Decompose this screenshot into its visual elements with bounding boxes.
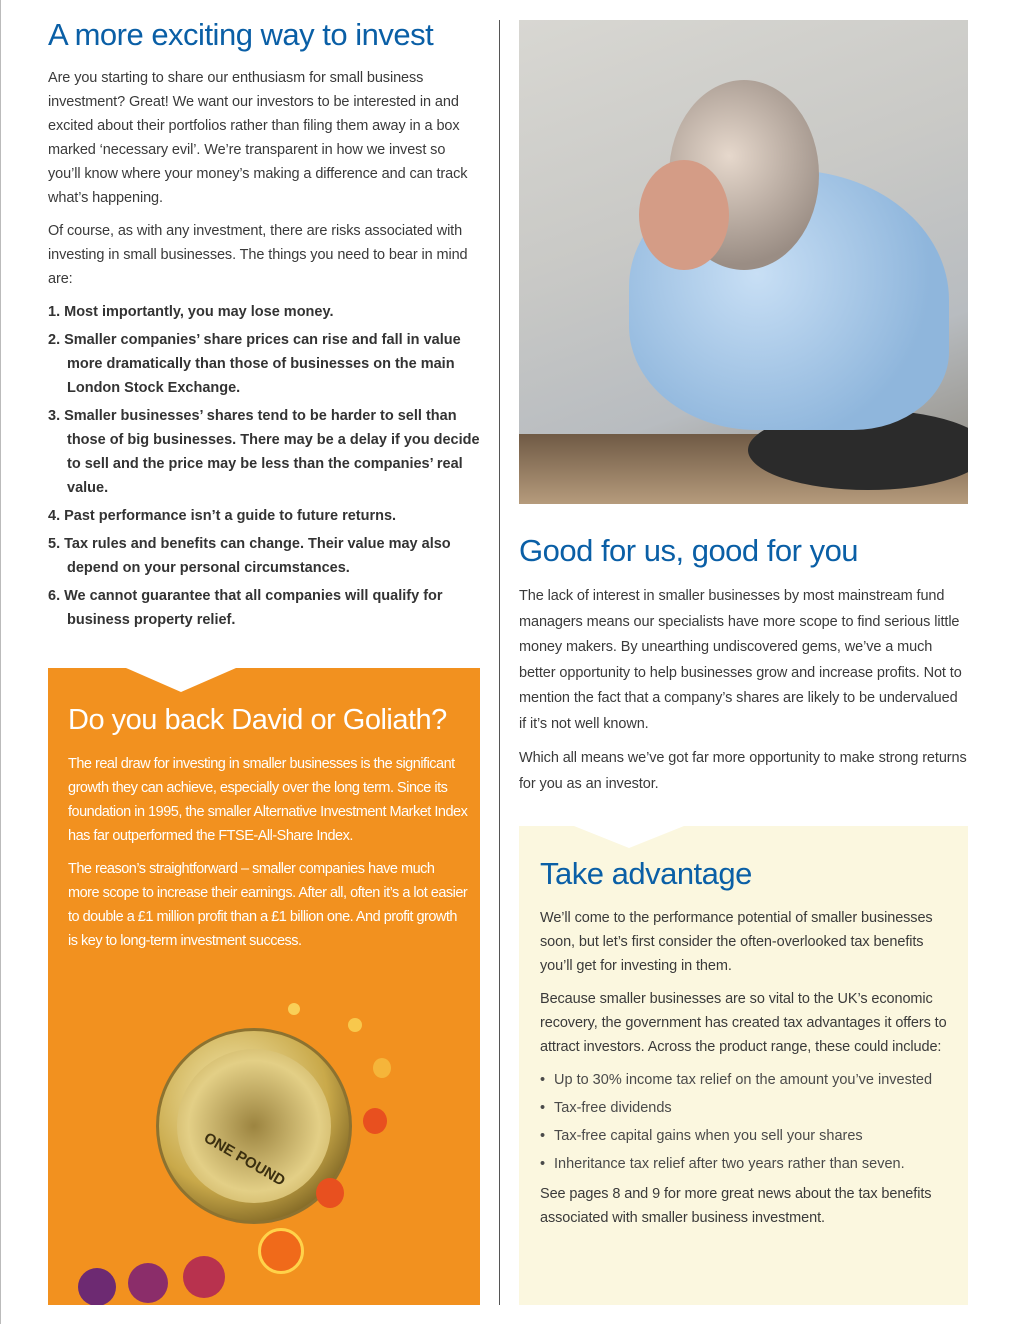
risk-item: 6. We cannot guarantee that all companies will qualify for business property relief. — [48, 588, 443, 628]
panel-title: Do you back David or Goliath? — [68, 704, 447, 736]
right-column — [519, 20, 968, 806]
intro-paragraph: Are you starting to share our enthusiasm for small business investment? Great! We want our investors to be interested in and excited about their portfolios rather than filing them away in a box marked ‘necessary evil’. We’re transparent in how we invest so you’ll know where your money’s making a difference and can track what’s happening. — [48, 70, 468, 206]
section-title: A more exciting way to invest — [48, 17, 434, 52]
coin-dot — [316, 1178, 344, 1208]
tax-benefit-item: • Up to 30% income tax relief on the amount you’ve invested — [540, 1068, 955, 1092]
panel-paragraph: Because smaller businesses are so vital to the UK’s economic recovery, the government has created tax advantages it offers to attract investors. Across the product range, these could include: — [540, 991, 947, 1055]
panel-notch — [574, 826, 684, 848]
risk-item: 4. Past performance isn’t a guide to future returns. — [48, 508, 397, 524]
coin-crest — [177, 1049, 331, 1203]
tax-benefit-list — [540, 1068, 955, 1176]
body-paragraph: The lack of interest in smaller businesses by most mainstream fund managers means our specialists have more scope to find serious little money makers. By unearthing undiscovered gems, we’ve a much better opportunity to help businesses grow and increase profits. Not to mention the fact that a company’s shares are likely to be undervalued if it’s not well known. — [519, 588, 962, 732]
risk-item: 3. Smaller businesses’ shares tend to be harder to sell than those of big businesses. There may be a delay if you decide to sell and the price may be less than the companies’ real value. — [48, 408, 480, 496]
risk-item: 1. Most importantly, you may lose money. — [48, 304, 334, 320]
panel-paragraph: We’ll come to the performance potential of smaller businesses soon, but let’s first consider the often-overlooked tax benefits you’ll get for investing in them. — [540, 910, 933, 974]
risk-item: 2. Smaller companies’ share prices can rise and fall in value more dramatically than those of businesses on the main London Stock Exchange. — [48, 332, 461, 396]
risks-intro-paragraph: Of course, as with any investment, there are risks associated with investing in small businesses. The things you need to bear in mind are: — [48, 223, 468, 287]
panel-paragraph: The reason’s straightforward – smaller companies have much more scope to increase their earnings. After all, often it’s a lot easier to double a £1 million profit than a £1 billion one. And profit growth is key to long-term investment success. — [68, 861, 468, 949]
coin-dot — [78, 1268, 116, 1305]
take-advantage-panel — [519, 826, 968, 1305]
tax-benefit-item: • Tax-free capital gains when you sell your shares — [540, 1124, 955, 1148]
coin-dot — [128, 1263, 168, 1303]
section-title: Good for us, good for you — [519, 533, 859, 568]
panel-footer-note: See pages 8 and 9 for more great news about the tax benefits associated with smaller business investment. — [540, 1186, 932, 1226]
risk-list — [48, 300, 480, 632]
tax-benefit-item: • Tax-free dividends — [540, 1096, 955, 1120]
panel-notch — [126, 668, 236, 692]
coin-dot — [288, 1003, 300, 1015]
column-divider — [499, 20, 500, 1305]
tax-benefit-item: • Inheritance tax relief after two years rather than seven. — [540, 1152, 955, 1176]
coin-dot — [258, 1228, 304, 1274]
panel-title: Take advantage — [540, 856, 752, 891]
panel-paragraph: The real draw for investing in smaller businesses is the significant growth they can achieve, especially over the long term. Since its foundation in 1995, the smaller Alternative Investment Market Index has far outperformed the FTSE-All-Share Index. — [68, 756, 468, 844]
stressed-man-photo — [519, 20, 968, 504]
coin-dot — [183, 1256, 225, 1298]
left-column — [48, 14, 480, 636]
coin-text: ONE POUND — [200, 1129, 289, 1190]
coin-dot — [373, 1058, 391, 1078]
page-edge — [0, 0, 1, 1324]
risk-item: 5. Tax rules and benefits can change. Their value may also depend on your personal circumstances. — [48, 536, 451, 576]
coin-dot — [348, 1018, 362, 1032]
coin-dot — [363, 1108, 387, 1134]
body-paragraph: Which all means we’ve got far more opportunity to make strong returns for you as an investor. — [519, 750, 967, 792]
david-goliath-panel — [48, 668, 480, 1305]
